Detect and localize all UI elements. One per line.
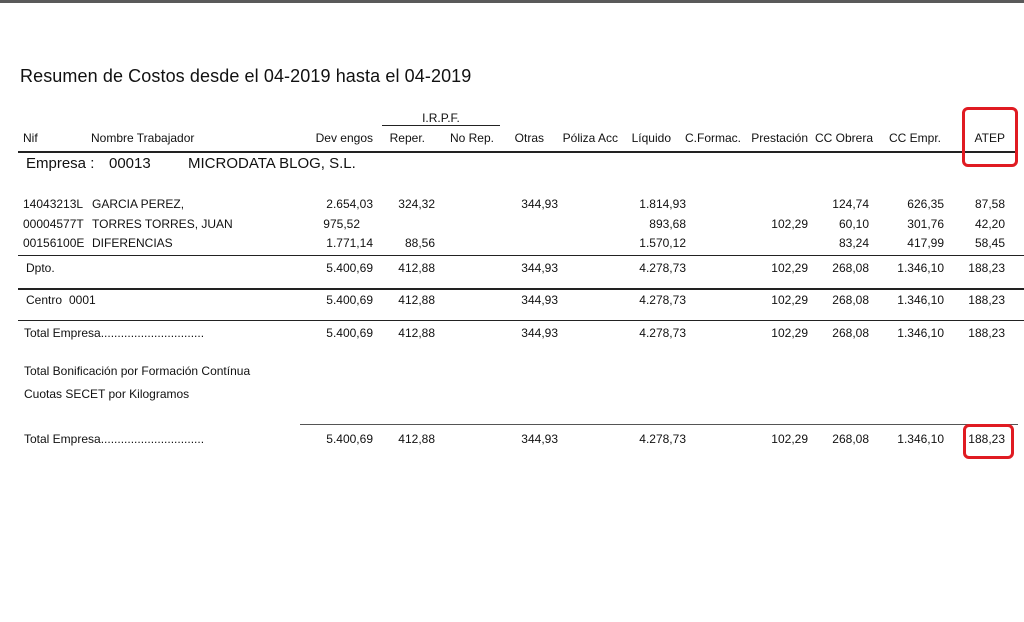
col-devengos: Dev engos [315,131,373,145]
col-ccobrera: CC Obrera [814,131,873,145]
cell-atep: 42,20 [974,217,1005,231]
cell-liquido: 1.814,93 [639,197,686,211]
cell-ccobrera: 268,08 [832,293,869,307]
window-top-border [0,0,1024,3]
cell-reper: 412,88 [398,326,435,340]
cell-nombre: DIFERENCIAS [92,236,173,250]
cell-atep: 188,23 [968,326,1005,340]
cell-nombre: GARCIA PEREZ, [92,197,185,211]
cell-reper: 412,88 [398,261,435,275]
cell-prestacion: 102,29 [771,432,808,446]
empresa-name: MICRODATA BLOG, S.L. [188,155,356,172]
cell-ccempr: 301,76 [907,217,944,231]
col-norep: No Rep. [449,131,494,145]
total-empresa-label: Total Empresa............................... [24,326,205,340]
cell-liquido: 4.278,73 [639,432,686,446]
cell-nif: 14043213L [23,197,84,211]
col-prestacion: Prestación [751,131,808,145]
cell-ccempr: 1.346,10 [897,293,944,307]
cell-reper: 88,56 [404,236,435,250]
cell-atep: 188,23 [968,261,1005,275]
cell-devengos: 5.400,69 [326,261,373,275]
cell-devengos: 1.771,14 [326,236,373,250]
cell-otras: 344,93 [521,432,558,446]
empresa-divider [18,320,1024,321]
cell-otras: 344,93 [521,326,558,340]
atep-total-highlight [963,424,1014,459]
col-reper: Reper. [389,131,425,145]
col-nombre: Nombre Trabajador [91,131,195,145]
cell-liquido: 4.278,73 [639,326,686,340]
col-atep: ATEP [974,131,1005,145]
cell-liquido: 4.278,73 [639,261,686,275]
cell-otras: 344,93 [521,197,558,211]
cell-prestacion: 102,29 [771,217,808,231]
col-poliza: Póliza Acc [562,131,618,145]
cell-atep: 87,58 [974,197,1005,211]
header-divider [18,151,1016,153]
cell-ccobrera: 268,08 [832,261,869,275]
cell-otras: 344,93 [521,293,558,307]
cell-devengos: 5.400,69 [326,326,373,340]
cell-ccempr: 626,35 [907,197,944,211]
cell-devengos: 975,52 [323,217,360,231]
cell-ccobrera: 124,74 [832,197,869,211]
cell-nombre: TORRES TORRES, JUAN [92,217,233,231]
cell-atep: 188,23 [968,432,1005,446]
cell-otras: 344,93 [521,261,558,275]
cell-atep: 188,23 [968,293,1005,307]
col-cformac: C.Formac. [684,131,741,145]
cell-devengos: 2.654,03 [326,197,373,211]
cell-reper: 324,32 [398,197,435,211]
empresa-code: 00013 [109,155,151,172]
total-final-label: Total Empresa............................... [24,432,205,446]
cell-prestacion: 102,29 [771,261,808,275]
bonificacion-label: Total Bonificación por Formación Contínua [24,364,251,378]
cell-liquido: 4.278,73 [639,293,686,307]
irpf-group-label: I.R.P.F. [422,111,460,125]
col-nif: Nif [23,131,38,145]
cell-ccempr: 417,99 [907,236,944,250]
cell-nif: 00004577T [23,217,84,231]
empresa-label: Empresa : [26,155,95,172]
cell-ccobrera: 83,24 [838,236,869,250]
atep-header-highlight [962,107,1018,167]
cell-ccempr: 1.346,10 [897,261,944,275]
cell-liquido: 1.570,12 [639,236,686,250]
cell-prestacion: 102,29 [771,326,808,340]
col-liquido: Líquido [631,131,671,145]
cell-ccobrera: 268,08 [832,326,869,340]
cell-prestacion: 102,29 [771,293,808,307]
cell-devengos: 5.400,69 [326,432,373,446]
dpto-divider [18,255,1024,256]
cell-reper: 412,88 [398,293,435,307]
report-title: Resumen de Costos desde el 04-2019 hasta el 04-2019 [20,66,472,86]
cell-reper: 412,88 [398,432,435,446]
secet-label: Cuotas SECET por Kilogramos [24,387,190,401]
cell-liquido: 893,68 [649,217,686,231]
cell-nif: 00156100E [23,236,85,250]
cell-ccempr: 1.346,10 [897,432,944,446]
dpto-label: Dpto. [26,261,55,275]
centro-code: 0001 [69,293,96,307]
cell-ccempr: 1.346,10 [897,326,944,340]
irpf-underline [382,125,500,126]
centro-divider [18,288,1024,290]
cell-devengos: 5.400,69 [326,293,373,307]
cell-ccobrera: 60,10 [838,217,869,231]
cell-ccobrera: 268,08 [832,432,869,446]
col-otras: Otras [514,131,544,145]
cell-atep: 58,45 [974,236,1005,250]
total-separator [300,424,1018,425]
col-ccempr: CC Empr. [888,131,941,145]
centro-label: Centro [26,293,63,307]
